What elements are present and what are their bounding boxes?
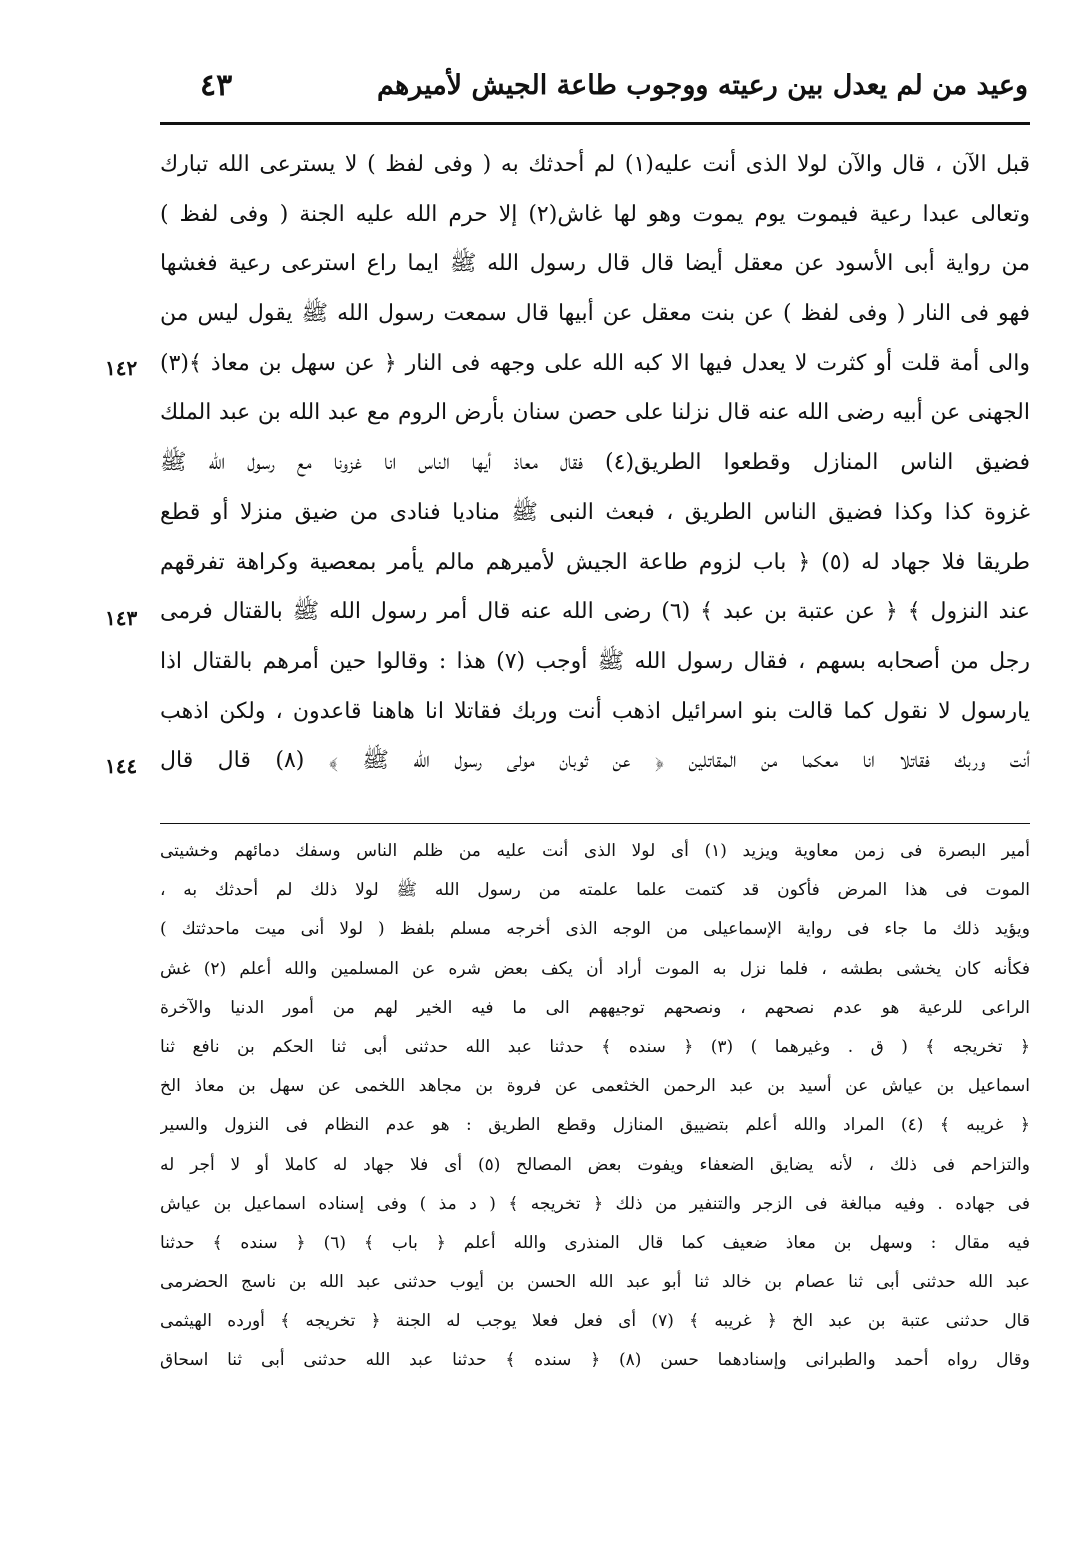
footnote-line: ﴿ غريبه ﴾ (٤) المراد والله أعلم بتضييق المنازل وقطع الطريق : هو عدم النظام فى النزول والسير [160, 1115, 1030, 1136]
page-header [160, 62, 1028, 118]
footnote-line: فى جهاده . وفيه مبالغة فى الزجر والتنفير من ذلك ﴿ تخريجه ﴾ ( د مذ ) وفى إسناده اسماعيل بن عياش [160, 1193, 1030, 1214]
main-text-line: يارسول لا نقول كما قالت بنو اسرائيل اذهب أنت وربك فقاتلا انا هاهنا قاعدون ، ولكن اذهب [160, 698, 1030, 724]
footnote-line: فكأنه كان يخشى بطشه ، فلما نزل به الموت أراد أن يكف بعض شره عن المسلمين والله أعلم (٢) غش [160, 958, 1030, 979]
margin-hadith-number: ١٤٢ [105, 356, 138, 380]
main-text-line: من رواية أبى الأسود عن معقل أيضا قال قال رسول الله ﷺ ايما راع استرعى رعية فغشها [160, 251, 1030, 277]
main-text-line: وتعالى عبدا رعية فيموت يوم يموت وهو لها غاش(٢) إلا حرم الله عليه الجنة ( وفى لفظ ) [160, 201, 1030, 227]
footnote-line: والتزاحم فى ذلك ، لأنه يضايق الضعفاء ويفوت بعض المصالح (٥) أى فلا جهاد له كاملا أو لا أجر له [160, 1154, 1030, 1175]
running-title: وعيد من لم يعدل بين رعيته ووجوب طاعة الجيش لأميرهم [376, 70, 1028, 101]
margin-hadith-number: ١٤٤ [105, 754, 138, 778]
footnote-rule [160, 823, 1030, 824]
main-text-line: عند النزول ﴾ ﴿ عن عتبة بن عبد ﴾ (٦) رضى الله عنه قال أمر رسول الله ﷺ بالقتال فرمى [160, 599, 1030, 625]
header-rule [160, 122, 1030, 125]
footnote-line: وقال رواه أحمد والطبرانى وإسنادهما حسن (٨) ﴿ سنده ﴾ حدثنا عبد الله حدثنى أبى ثنا اسحاق [160, 1350, 1030, 1371]
footnote-line: الراعى للرعية هو عدم نصحهم ، ونصحهم توجيههم الى ما فيه الخير لهم من أمور الدنيا والآخرة [160, 997, 1030, 1018]
main-text-body [160, 140, 1030, 786]
footnote-line: أمير البصرة فى زمن معاوية ويزيد (١) أى لولا الذى أنت عليه من ظلم الناس وسفك دمائهم وخشيتى [160, 841, 1030, 861]
footnote-line: اسماعيل بن عياش عن أسيد بن عبد الرحمن الخثعمى عن فروة بن مجاهد اللخمى عن سهل بن معاذ الخ [160, 1076, 1030, 1097]
main-text-line: أنت وربك فقاتلا انا معكما من المقاتلين ﴿ عن ثوبان مولى رسول الله ﷺ ﴾ (٨) قال قال [160, 748, 1030, 774]
footnote-line: ﴿ تخريجه ﴾ ( ق . وغيرهما ) (٣) ﴿ سنده ﴾ حدثنا عبد الله حدثنى أبى ثنا الحكم بن نافع ثنا [160, 1036, 1030, 1057]
footnotes-body [160, 832, 1030, 1381]
main-text-line: قبل الآن ، قال والآن لولا الذى أنت عليه(١) لم أحدثك به ( وفى لفظ ) لا يسترعى الله تبارك [160, 152, 1030, 177]
main-text-line: رجل من أصحابه بسهم ، فقال رسول الله ﷺ أوجب (٧) هذا : وقالوا حين أمرهم بالقتال اذا [160, 648, 1030, 674]
footnote-line: الموت فى هذا المرض فأكون قد كتمت علما علمته من رسول الله ﷺ لولا ذلك لم أحدثك به ، [160, 880, 1030, 901]
main-text-line: والى أمة قلت أو كثرت لا يعدل فيها الا كبه الله على وجهه فى النار ﴿ عن سهل بن معاذ ﴾(٣) [160, 350, 1030, 376]
page-number: ٤٣ [200, 68, 233, 103]
footnote-line: قال حدثنى عتبة بن عبد الخ ﴿ غريبه ﴾ (٧) أى فعل فعلا يوجب له الجنة ﴿ تخريجه ﴾ أورده الهيثمى [160, 1311, 1030, 1332]
main-text-line: فضيق الناس المنازل وقطعوا الطريق(٤) فقال معاذ أيها الناس انا غزونا مع رسول الله ﷺ [160, 450, 1030, 476]
footnote-line: ويؤيد ذلك ما جاء فى رواية الإسماعيلى من الوجه الذى أخرجه مسلم بلفظ ( لولا أنى ميت ماحدثتك ) [160, 919, 1030, 940]
main-text-line: غزوة كذا وكذا فضيق الناس الطريق ، فبعث النبى ﷺ مناديا فنادى من ضيق منزلا أو قطع [160, 499, 1030, 525]
margin-hadith-number: ١٤٣ [105, 606, 138, 630]
main-text-line: الجهنى عن أبيه رضى الله عنه قال نزلنا على حصن سنان بأرض الروم مع عبد الله بن عبد الملك [160, 400, 1030, 426]
main-text-line: فهو فى النار ( وفى لفظ ) عن بنت معقل عن أبيها قال سمعت رسول الله ﷺ يقول ليس من [160, 301, 1030, 327]
footnote-line: فيه مقال : وسهل بن معاذ ضعيف كما قال المنذرى والله أعلم ﴿ باب ﴾ (٦) ﴿ سنده ﴾ حدثنا [160, 1232, 1030, 1253]
footnote-line: عبد الله حدثنى أبى ثنا عصام بن خالد ثنا أبو عبد الله الحسن بن أيوب حدثنى عبد الله بن ناسج الحضرمى [160, 1272, 1030, 1293]
main-text-line: طريقا فلا جهاد له (٥) ﴿ باب لزوم طاعة الجيش لأميرهم مالم يأمر بمعصية وكراهة تفرقهم [160, 549, 1030, 575]
